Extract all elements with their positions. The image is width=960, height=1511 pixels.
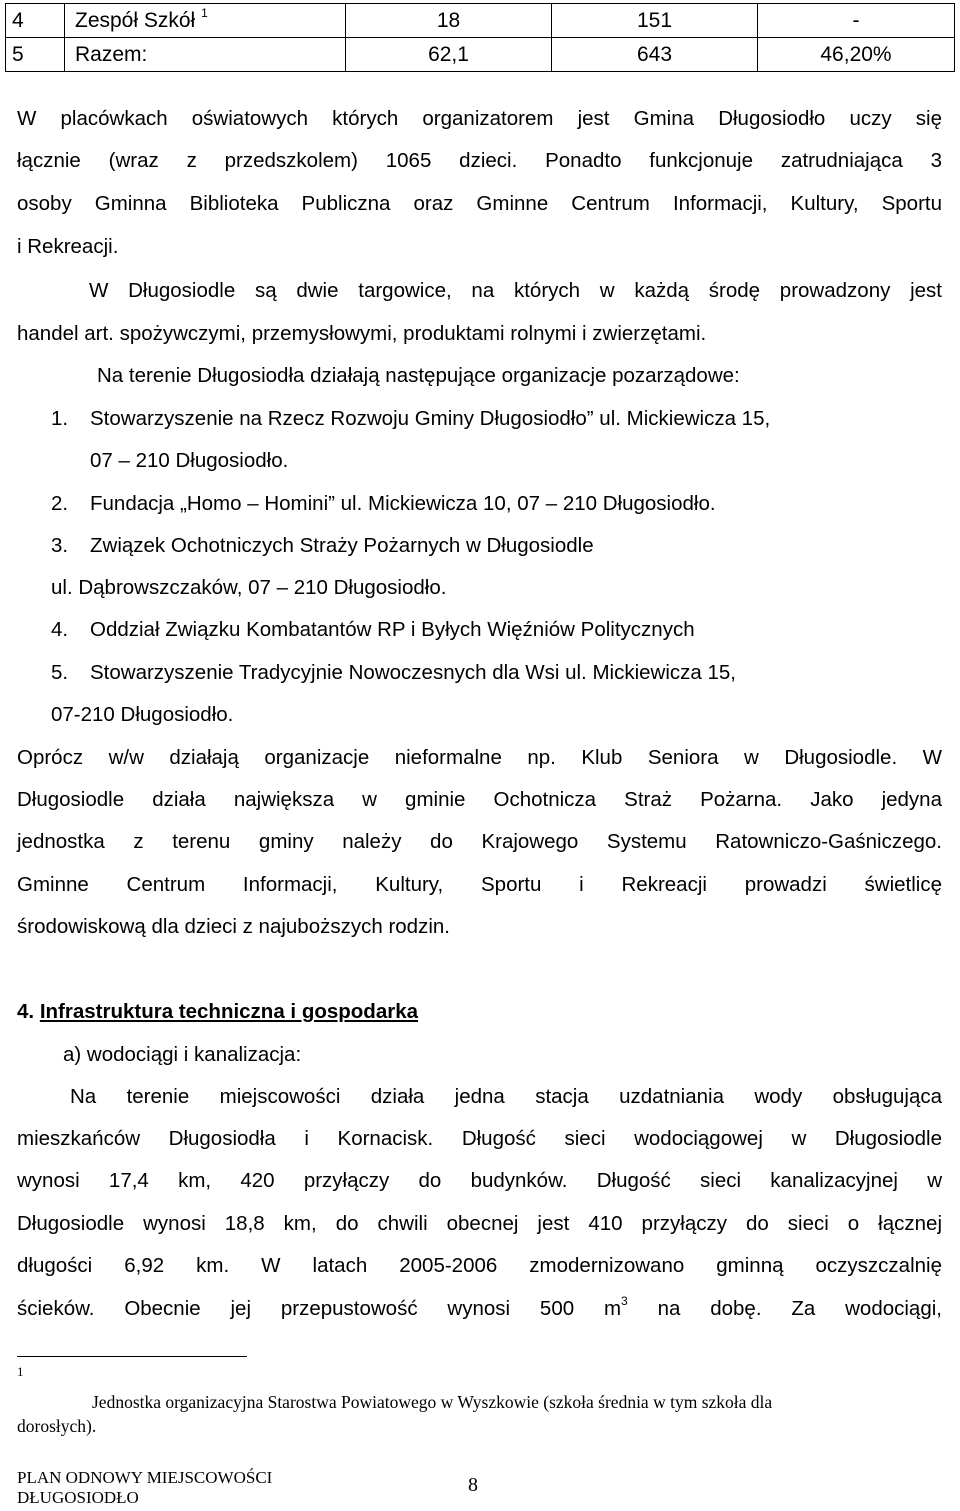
org-name: Fundacja „Homo – Homini” ul. Mickiewicza 10, 07 – 210 Długosiodło. <box>90 492 716 515</box>
row-value-c: 46,20% <box>758 38 955 72</box>
org-name: Związek Ochotniczych Straży Pożarnych w Długosiodle <box>90 534 594 557</box>
paragraph-line: jednostka z terenu gminy należy do Krajowego Systemu Ratowniczo-Gaśniczego. <box>17 830 942 853</box>
org-address: 07-210 Długosiodło. <box>51 703 234 726</box>
paragraph-line: mieszkańców Długosiodła i Kornacisk. Długość sieci wodociągowej w Długosiodle <box>17 1127 942 1150</box>
table-row <box>6 4 955 38</box>
paragraph-line: długości 6,92 km. W latach 2005-2006 zmodernizowano gminną oczyszczalnię <box>17 1254 942 1277</box>
org-address: ul. Dąbrowszczaków, 07 – 210 Długosiodło. <box>51 576 447 599</box>
paragraph-line: ścieków. Obecnie jej przepustowość wynosi 500 $m^3$ na dobę. Za wodociągi, <box>17 1294 942 1320</box>
footnote-separator <box>17 1356 247 1357</box>
orgs-intro: Na terenie Długosiodła działają następujące organizacje pozarządowe: <box>97 364 740 387</box>
row-name: Razem: <box>65 38 346 72</box>
section-heading <box>17 1000 418 1024</box>
section-number: 4. <box>17 1000 35 1023</box>
paragraph-line: Oprócz w/w działają organizacje nieformalne np. Klub Seniora w Długosiodle. W <box>17 746 942 769</box>
org-name: Stowarzyszenie na Rzecz Rozwoju Gminy Długosiodło” ul. Mickiewicza 15, <box>90 407 771 430</box>
org-number: 3. <box>51 534 69 557</box>
row-number: 4 <box>6 4 65 38</box>
footer-subtitle: DŁUGOSIODŁO <box>17 1488 139 1507</box>
row-value-c: - <box>758 4 955 38</box>
superscript: 3 <box>621 1294 628 1309</box>
footnote-mark: 1 <box>17 1364 24 1379</box>
paragraph-line: wynosi 17,4 km, 420 przyłączy do budynków. Długość sieci kanalizacyjnej w <box>17 1169 942 1192</box>
paragraph-line: łącznie (wraz z przedszkolem) 1065 dzieci. Ponadto funkcjonuje zatrudniająca 3 <box>17 149 942 172</box>
org-number: 1. <box>51 407 69 430</box>
paragraph-line: środowiskową dla dzieci z najuboższych rodzin. <box>17 915 450 938</box>
paragraph-line: Długosiodle wynosi 18,8 km, do chwili obecnej jest 410 przyłączy do sieci o łącznej <box>17 1212 942 1235</box>
schools-table <box>5 3 955 72</box>
footer-title: PLAN ODNOWY MIEJSCOWOŚCI <box>17 1468 273 1487</box>
row-value-b: 643 <box>552 38 758 72</box>
subsection-heading: a) wodociągi i kanalizacja: <box>63 1043 302 1066</box>
org-number: 2. <box>51 492 69 515</box>
row-name: Zespół Szkół $^1$ <box>65 4 346 38</box>
row-number: 5 <box>6 38 65 72</box>
org-number: 5. <box>51 661 69 684</box>
paragraph-line: Na terenie miejscowości działa jedna stacja uzdatniania wody obsługująca <box>70 1085 942 1108</box>
footnote-text: Jednostka organizacyjna Starostwa Powiatowego w Wyszkowie (szkoła średnia w tym szkoła dla <box>92 1392 773 1412</box>
org-address: 07 – 210 Długosiodło. <box>90 449 289 472</box>
section-title: Infrastruktura techniczna i gospodarka <box>39 1000 419 1023</box>
paragraph-line: handel art. spożywczymi, przemysłowymi, produktami rolnymi i zwierzętami. <box>17 322 707 345</box>
paragraph-line: W placówkach oświatowych których organizatorem jest Gmina Długosiodło uczy się <box>17 107 942 130</box>
paragraph-line: i Rekreacji. <box>17 235 119 258</box>
row-value-a: 62,1 <box>346 38 552 72</box>
paragraph-line: W Długosiodle są dwie targowice, na których w każdą środę prowadzony jest <box>89 279 942 302</box>
paragraph-line: Długosiodle działa największa w gminie Ochotnicza Straż Pożarna. Jako jedyna <box>17 788 942 811</box>
org-number: 4. <box>51 618 69 641</box>
paragraph-line: osoby Gminna Biblioteka Publiczna oraz Gminne Centrum Informacji, Kultury, Sportu <box>17 192 942 215</box>
footnote-ref: 1 <box>201 6 208 20</box>
page-number: 8 <box>468 1474 478 1496</box>
org-name: Oddział Związku Kombatantów RP i Byłych Więźniów Politycznych <box>90 618 695 641</box>
footnote-text: dorosłych). <box>17 1416 97 1436</box>
row-value-a: 18 <box>346 4 552 38</box>
paragraph-line: Gminne Centrum Informacji, Kultury, Sportu i Rekreacji prowadzi świetlicę <box>17 873 942 896</box>
org-name: Stowarzyszenie Tradycyjnie Nowoczesnych dla Wsi ul. Mickiewicza 15, <box>90 661 736 684</box>
table-row <box>6 38 955 72</box>
row-value-b: 151 <box>552 4 758 38</box>
